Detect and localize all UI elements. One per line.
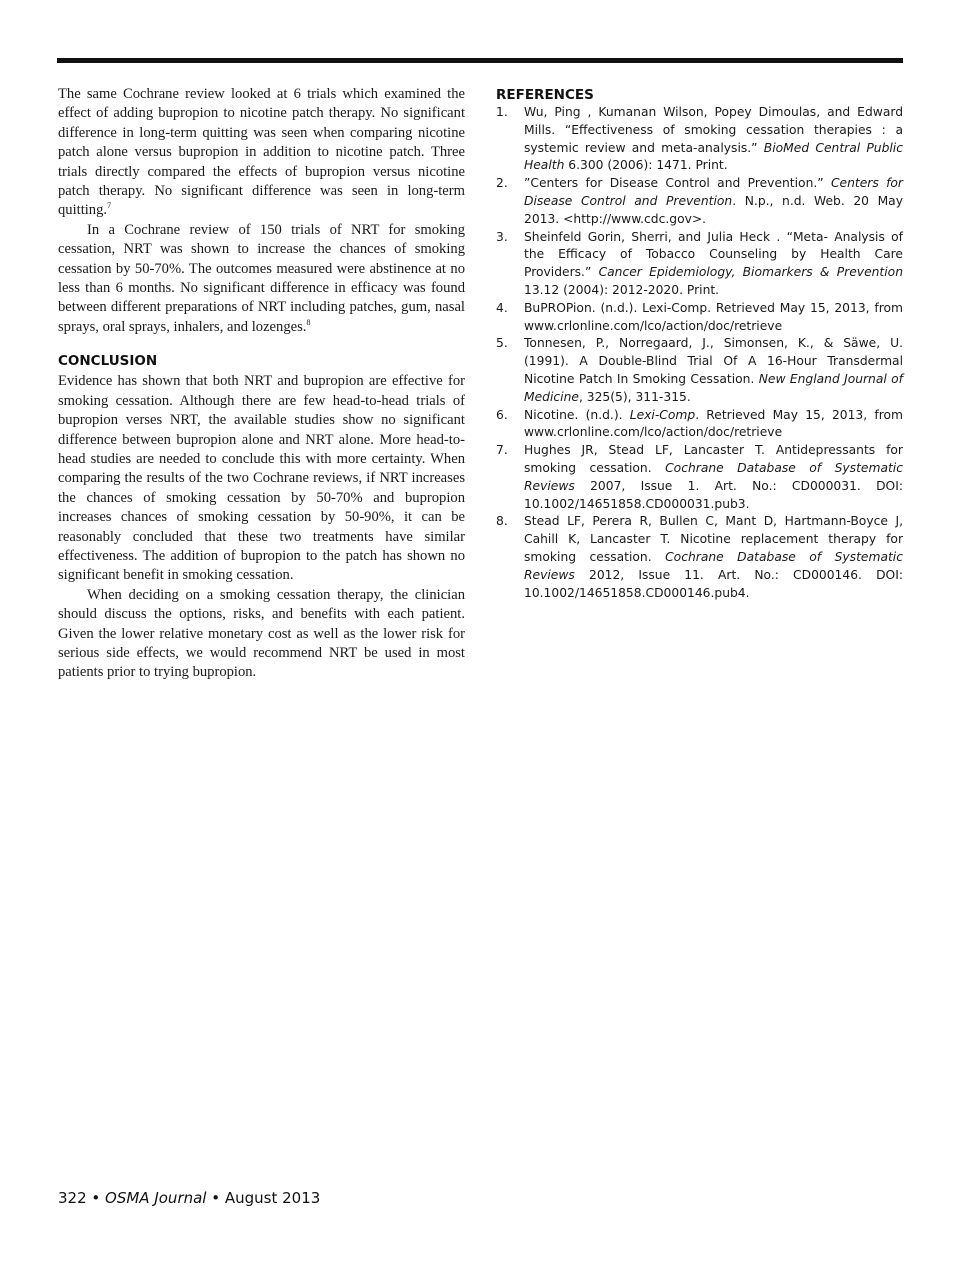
page-footer [58,1189,320,1207]
reference-text [524,335,903,406]
paragraph-text: In a Cochrane review of 150 trials of NRT for smoking cessation, NRT was shown to increase the chances of smoking cessation by 50-70%. The outcomes measured were abstinence at no less than 6 months. No significant difference in efficacy was found between different preparations of NRT including patches, gum, nasal sprays, oral sprays, inhalers, and lozenges. [58,221,465,335]
page-number: 322 [58,1189,87,1207]
body-paragraph-2 [58,221,465,337]
reference-text-part: ”Centers for Disease Control and Prevention.” [524,176,831,191]
conclusion-heading: CONCLUSION [58,353,158,370]
reference-text [524,442,903,513]
reference-title-italic: Centers for Disease Control and Prevention [524,176,903,208]
reference-number: 7. [496,443,508,458]
reference-number: 1. [496,105,508,119]
journal-name: OSMA Journal [105,1189,207,1207]
reference-text-part: Nicotine. (n.d.). [524,407,630,422]
reference-text [524,175,903,228]
reference-title-italic: New England Journal of Medicine [524,371,903,404]
reference-number: 8. [496,514,508,529]
reference-text-part: Hughes JR, Stead LF, Lancaster T. Antidepressants for smoking cessation. [524,443,903,475]
reference-number: 3. [496,229,508,244]
reference-text-part: BuPROPion. (n.d.). Lexi-Comp. Retrieved May 15, 2013, from www.crlonline.com/lco/action/doc/retrieve [524,300,903,333]
reference-title-italic: Lexi-Comp [629,407,696,422]
paragraph-text: The same Cochrane review looked at 6 trials which examined the effect of adding bupropion to nicotine patch therapy. No significant difference in long-term quitting was seen when comparing nicotine patch alone versus bupropion in addition to nicotine patch. Three trials directly compared the effects of bupropion versus nicotine patch therapy. No significant difference was seen in long-term quitting. [58,86,465,219]
citation-superscript: 8 [306,318,311,328]
references-heading: REFERENCES [496,87,594,103]
reference-number: 4. [496,300,508,315]
footer-separator: • [206,1189,225,1207]
references-list [496,104,903,602]
reference-text-part: Tonnesen, P., Norregaard, J., Simonsen, K., & Säwe, U. (1991). A Double-Blind Trial Of A 16-Hour Transdermal Nicotine Patch In Smoking Cessation. [524,336,903,386]
issue-date: August 2013 [224,1189,321,1207]
conclusion-paragraph-2: When deciding on a smoking cessation therapy, the clinician should discuss the options, risks, and benefits with each patient. Given the lower relative monetary cost as well as the lower risk for serious side effects, we would recommend NRT be used in most patients prior to trying bupropion. [58,586,465,681]
reference-text-part: Stead LF, Perera R, Bullen C, Mant D, Hartmann-Boyce J, Cahill K, Lancaster T. Nicotine replacement therapy for smoking cessation. [524,514,903,564]
reference-item-4 [496,300,903,336]
reference-number: 5. [496,336,508,351]
top-rule [57,58,903,63]
reference-number: 6. [496,407,508,422]
reference-item-8 [496,513,903,602]
left-column [58,85,465,683]
reference-title-italic: Cochrane Database of Systematic Reviews [524,549,903,582]
citation-superscript: 7 [107,201,112,211]
reference-text-part: Wu, Ping , Kumanan Wilson, Popey Dimoulas, and Edward Mills. “Effectiveness of smoking cessation therapies : a systemic review and meta-analysis.” [524,105,903,155]
conclusion-paragraph-1: Evidence has shown that both NRT and bupropion are effective for smoking cessation. Although there are few head-to-head trials of bupropion verses NRT, the available studies show no significant difference between bupropion alone and NRT alone. More head-to-head studies are needed to conclude this with more certainty. When comparing the results of the two Cochrane reviews, if NRT increases the chances of smoking cessation by 50-70% and bupropion increases chances of smoking cessation by 50-90%, it can be reasonably concluded that these two treatments have similar effectiveness. The addition of bupropion to the patch has shown no significant benefit in smoking cessation. [58,373,465,584]
reference-title-italic: Cancer Epidemiology, Biomarkers & Prevention [598,265,903,280]
reference-item-1 [496,104,903,175]
reference-title-italic: BioMed Central Public Health [524,140,903,173]
reference-text-part: 2012, Issue 11. Art. No.: CD000146. DOI: 10.1002/14651858.CD000146.pub4. [524,567,903,600]
reference-text [524,300,903,336]
reference-item-6 [496,407,903,443]
references-column [496,86,903,602]
reference-text-part: Sheinfeld Gorin, Sherri, and Julia Heck . “Meta- Analysis of the Efficacy of Tobacco Counseling by Health Care Providers.” [524,229,903,280]
reference-text [524,104,903,175]
reference-text-part: 6.300 (2006): 1471. Print. [564,158,728,173]
reference-item-5 [496,335,903,406]
reference-item-7 [496,442,903,513]
reference-text [524,407,903,443]
reference-text-part: . Retrieved May 15, 2013, from www.crlonline.com/lco/action/doc/retrieve [524,407,903,440]
reference-item-2 [496,175,903,228]
body-paragraph-1 [58,85,465,221]
reference-text-part: , 325(5), 311-315. [578,389,691,404]
reference-text-part: 2007, Issue 1. Art. No.: CD000031. DOI: 10.1002/14651858.CD000031.pub3. [524,478,903,511]
reference-text [524,229,903,300]
reference-text-part: . N.p., n.d. Web. 20 May 2013. <http://www.cdc.gov>. [524,193,903,226]
reference-title-italic: Cochrane Database of Systematic Reviews [524,460,903,493]
reference-text-part: 13.12 (2004): 2012-2020. Print. [524,282,720,297]
reference-item-3 [496,229,903,300]
footer-separator: • [86,1189,106,1207]
reference-number: 2. [496,176,508,191]
reference-text [524,513,903,602]
